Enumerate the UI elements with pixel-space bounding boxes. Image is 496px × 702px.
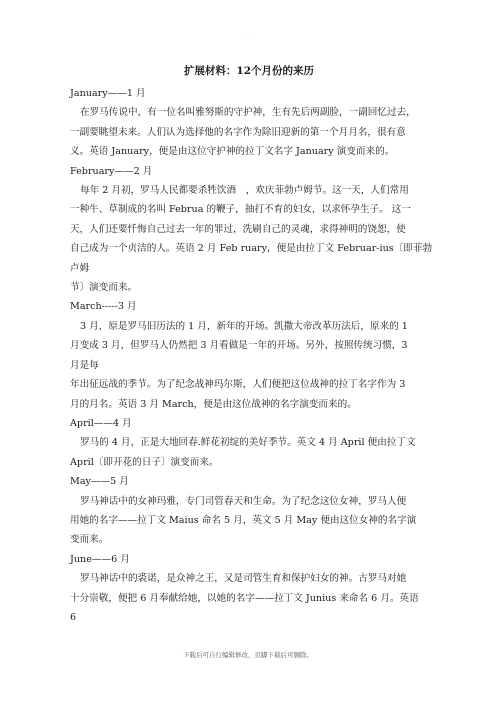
text-line: 自己成为一个贞洁的人。英语 2 月 Feb ruary，便是由拉丁文 Februar-ius〔即菲勃 (70, 243, 433, 255)
text-line: 在罗马传说中，有一位名叫雅努斯的守护神，生有先后两副脸，一副回忆过去， (80, 107, 416, 119)
page-footer: 下载后可自行编辑修改，页脚下载后可删除。 (183, 651, 313, 659)
text-line: 罗马的 4 月，正是大地回春.鲜花初绽的美好季节。英文 4 月 April 便由拉丁文 (80, 437, 416, 449)
text-line: 天，人们还要忏悔自己过去一年的罪过，洗刷自己的灵魂，求得神明的饶恕，使 (70, 223, 406, 235)
text-line: April——4 月 (70, 417, 132, 429)
text-lines (70, 84, 433, 627)
text-line: March-----3 月 (70, 301, 137, 313)
text-line: 每年 2 月初，罗马人民都要杀牲饮酒 ，欢庆菲勃卢姆节。这一天，人们常用 (80, 185, 409, 197)
text-line: 节〕演变而来。 (70, 282, 138, 294)
text-line: 月变成 3 月，但罗马人仍然把 3 月看做是一年的开场。另外，按照传统习惯，3 (70, 340, 408, 352)
text-line: 一种牛、草制成的名叫 Februa 的鞭子，抽打不育的妇女，以求怀孕生子。 这一 (70, 204, 411, 216)
text-line: 罗马神话中的女神玛雅，专门司管春天和生命。为了纪念这位女神，罗马人便 (80, 495, 407, 507)
document-body (70, 62, 433, 627)
text-line: June——6 月 (70, 553, 130, 565)
text-line: January——1 月 (70, 88, 146, 99)
text-line: 罗马神话中的裘诺，是众神之王，又是司管生育和保护妇女的神。古罗马对她 (80, 573, 407, 585)
text-line: February——2 月 (70, 165, 153, 177)
page-title: 扩展材料：12个月份的来历 (183, 65, 315, 77)
header-mark: . (247, 34, 249, 41)
text-line: 用她的名字——拉丁文 Maius 命名 5 月，英文 5 月 May 便由这位女神的名字演 (70, 514, 417, 526)
text-line: 十分崇敬，便把 6 月奉献给她，以她的名字——拉丁文 Junius 来命名 6 月。英语 (70, 592, 419, 604)
text-line: 6 (70, 611, 77, 623)
text-line: 月的月名。英语 3 月 March，便是由这位战神的名字演变而来的。 (70, 398, 357, 410)
text-line: 卢姆 (70, 262, 90, 274)
text-line: 3 月，原是罗马旧历法的 1 月，新年的开场。凯撒大帝改革历法后，原来的 1 (80, 320, 408, 332)
text-line: 变而来。 (70, 534, 109, 546)
text-line: 年出征远战的季节。为了纪念战神玛尔斯，人们便把这位战神的拉丁名字作为 3 (70, 379, 406, 391)
text-line: 月是每 (70, 359, 99, 371)
text-line: April〔即开花的日子〕演变而来。 (70, 456, 219, 468)
text-line: 一副要眺望未来。人们认为选择他的名字作为除旧迎新的第一个月月名，很有意 (70, 126, 406, 138)
text-line: 义。英语 January，便是由这位守护神的拉丁文名字 January 演变而来的。 (70, 146, 395, 158)
text-line: May——5 月 (70, 476, 129, 488)
